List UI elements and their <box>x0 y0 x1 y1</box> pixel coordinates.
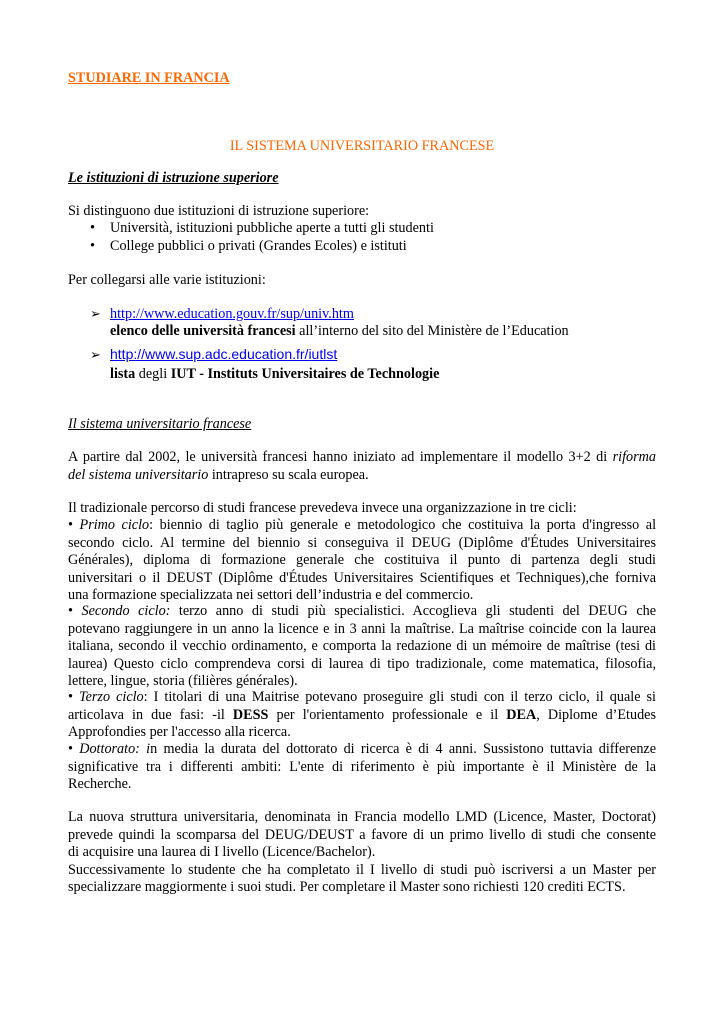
education-gouv-link[interactable]: http://www.education.gouv.fr/sup/univ.htm <box>110 306 354 322</box>
cycle-dottorato: • Dottorato: in media la durata del dottorato di ricerca è di 4 anni. Sussistono tuttavia differenze significative tra i differenti ambiti: L'ente di riferimento è più importante è il Ministère de la Recherche. <box>68 741 657 793</box>
paragraph-lmd: La nuova struttura universitaria, denominata in Francia modello LMD (Licence, Master, Doctorat) prevede quindi la scomparsa del DEUG/DEUST a favore di un primo livello di studi che consente di acquisire una laurea di I livello (Licence/Bachelor). Successivamente lo studente che ha completato il I livello di studi può iscriversi a un Master per specializzare maggiormente i suoi studi. Per completare il Master sono richiesti 120 crediti ECTS. <box>68 809 656 896</box>
arrow-bullet-icon: ➢ <box>90 348 101 363</box>
iut-list-link[interactable]: http://www.sup.adc.education.fr/iutlst <box>110 346 338 362</box>
cycle-secondo: • Secondo ciclo: terzo anno di studi più specialistici. Accoglieva gli studenti del DEUG che potevano raggiungere in un anno la licence e in 3 anni la maîtrise. La maîtrise coincide con la laurea italiana, secondo il vecchio ordinamento, e comporta la redazione di un mémoire de maîtrise (tesi di laurea) Questo ciclo comprendeva corsi di laurea di tipo tradizionale, come matematica, filosofia, lettere, lingue, storia (filières générales). <box>68 603 657 690</box>
link-row-1 <box>90 306 354 324</box>
paragraph-reform: A partire dal 2002, le università francesi hanno iniziato ad implementare il modello 3+2 di riforma del sistema universitario intrapreso su scala europea. <box>68 449 656 483</box>
bullet-icon: • <box>68 517 73 533</box>
link-1-description: elenco delle università francesi all’interno del sito del Ministère de l’Education <box>110 323 569 339</box>
arrow-bullet-icon: ➢ <box>90 307 101 322</box>
section1-heading: Le istituzioni di istruzione superiore <box>68 170 279 186</box>
section1-intro: Si distinguono due istituzioni di istruzione superiore: <box>68 203 370 219</box>
link-2-description: lista degli IUT - Instituts Universitaires de Technologie <box>110 366 440 382</box>
list-item: • College pubblici o privati (Grandes Ecoles) e istituti <box>90 238 407 254</box>
bullet-icon: • <box>68 689 73 705</box>
bullet-icon: • <box>90 220 95 236</box>
cycle-terzo: • Terzo ciclo: I titolari di una Maitrise potevano proseguire gli studi con il terzo ciclo, il quale si articolava in due fasi: -il DESS per l'orientamento professionale e il DEA, Diplome d’Etudes Approfondies per l'accesso alla ricerca. <box>68 689 657 741</box>
cycle-primo: • Primo ciclo: biennio di taglio più generale e metodologico che costituiva la porta d'ingresso al secondo ciclo. Al termine del biennio si conseguiva il DEUG (Diplôme d'Études Universitaires Générales), diploma di formazione generale che costituiva il punto di partenza degli studi universitari o il DEUST (Diplôme d'Études Universitaires Scientifiques et Techniques),che forniva una formazione specializzata nei settori dell’industria e del commercio. <box>68 517 657 604</box>
link-row-2 <box>90 346 337 365</box>
document-title: STUDIARE IN FRANCIA <box>68 70 230 86</box>
section2-heading: Il sistema universitario francese <box>68 416 252 432</box>
bullet-icon: • <box>68 603 73 619</box>
institutions-list <box>68 220 434 256</box>
cycles-intro: Il tradizionale percorso di studi francese prevedeva invece una organizzazione in tre cicli: <box>68 500 577 516</box>
document-subtitle: IL SISTEMA UNIVERSITARIO FRANCESE <box>229 138 495 154</box>
links-intro: Per collegarsi alle varie istituzioni: <box>68 272 266 288</box>
bullet-icon: • <box>90 238 95 254</box>
list-item: • Università, istituzioni pubbliche aperte a tutti gli studenti <box>90 220 434 236</box>
bullet-icon: • <box>68 741 73 757</box>
